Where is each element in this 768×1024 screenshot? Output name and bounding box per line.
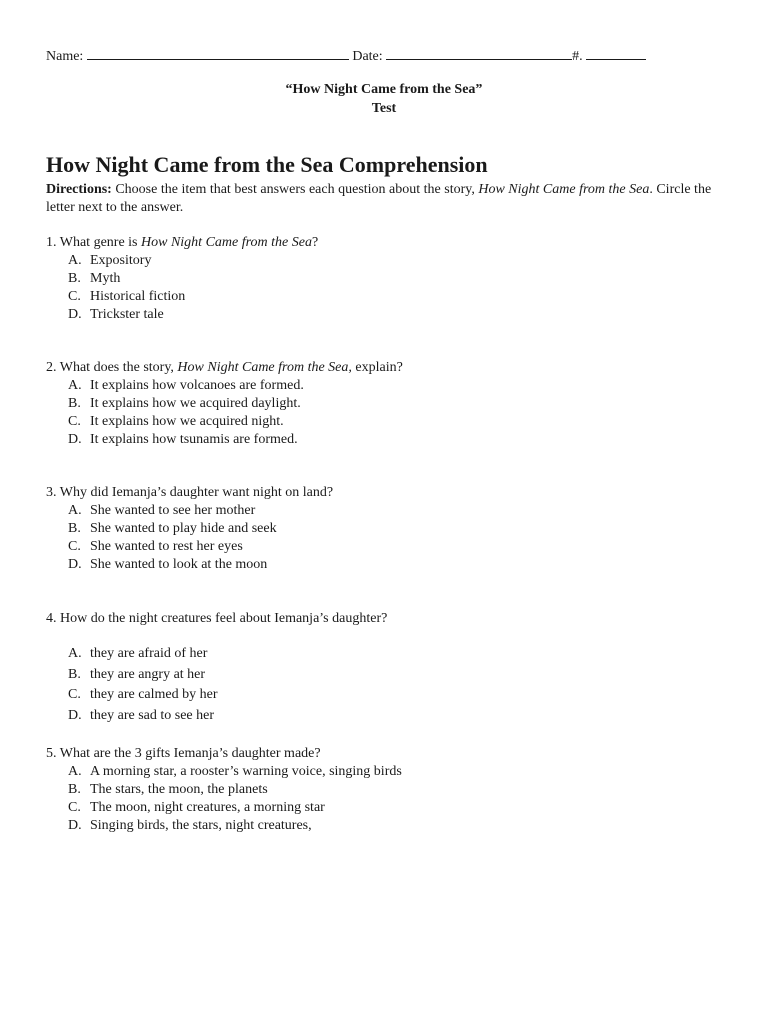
- option-letter[interactable]: A.: [68, 378, 82, 393]
- question-3: [46, 484, 333, 574]
- option-text: She wanted to rest her eyes: [90, 539, 243, 554]
- directions: [46, 181, 726, 217]
- answer-option-b[interactable]: [46, 520, 333, 538]
- option-letter[interactable]: B.: [68, 271, 81, 286]
- answer-option-c[interactable]: [46, 685, 387, 706]
- option-text: The stars, the moon, the planets: [90, 782, 268, 797]
- option-text: Trickster tale: [90, 307, 164, 322]
- header-fields: [46, 47, 646, 65]
- option-text: It explains how we acquired daylight.: [90, 396, 301, 411]
- number-blank[interactable]: [586, 47, 646, 60]
- option-letter[interactable]: D.: [68, 432, 82, 447]
- answer-option-c[interactable]: [46, 538, 333, 556]
- question-text: [46, 484, 333, 502]
- date-blank[interactable]: [386, 47, 572, 60]
- answer-options: [46, 377, 403, 449]
- question-prefix: 2. What does the story,: [46, 360, 178, 375]
- option-text: A morning star, a rooster’s warning voice, singing birds: [90, 764, 402, 779]
- page-title: How Night Came from the Sea Comprehension: [46, 152, 488, 177]
- option-letter[interactable]: B.: [68, 396, 81, 411]
- date-label: Date:: [352, 49, 383, 64]
- option-text: Expository: [90, 253, 152, 268]
- option-text: Myth: [90, 271, 121, 286]
- question-5: [46, 745, 402, 835]
- option-letter[interactable]: D.: [68, 557, 82, 572]
- answer-option-d[interactable]: [46, 306, 318, 324]
- option-letter[interactable]: A.: [68, 503, 82, 518]
- option-letter[interactable]: B.: [68, 666, 81, 682]
- option-text: they are sad to see her: [90, 707, 214, 723]
- number-label: #.: [572, 49, 583, 64]
- question-text: [46, 610, 387, 628]
- question-prefix: 4. How do the night creatures feel about Iemanja’s daughter?: [46, 611, 388, 626]
- answer-option-d[interactable]: [46, 817, 402, 835]
- option-text: She wanted to see her mother: [90, 503, 256, 518]
- directions-label: Directions:: [46, 182, 112, 197]
- answer-option-c[interactable]: [46, 288, 318, 306]
- answer-option-a[interactable]: [46, 252, 318, 270]
- answer-option-b[interactable]: [46, 781, 402, 799]
- question-prefix: 3. Why did Iemanja’s daughter want night on land?: [46, 485, 334, 500]
- option-text: She wanted to look at the moon: [90, 557, 268, 572]
- option-text: She wanted to play hide and seek: [90, 521, 277, 536]
- question-italic-title: How Night Came from the Sea,: [177, 360, 352, 375]
- answer-option-c[interactable]: [46, 799, 402, 817]
- name-blank[interactable]: [87, 47, 349, 60]
- question-text: [46, 745, 402, 763]
- directions-text-after: . Circle the letter next to the answer.: [46, 182, 712, 215]
- option-text: The moon, night creatures, a morning star: [90, 800, 325, 815]
- story-title-heading: “How Night Came from the Sea”: [285, 82, 483, 97]
- option-letter[interactable]: D.: [68, 818, 82, 833]
- option-letter[interactable]: C.: [68, 289, 81, 304]
- option-text: they are angry at her: [90, 666, 206, 682]
- option-letter[interactable]: C.: [68, 414, 81, 429]
- question-2: [46, 359, 403, 449]
- answer-option-b[interactable]: [46, 665, 387, 686]
- answer-option-a[interactable]: [46, 763, 402, 781]
- name-label: Name:: [46, 49, 84, 64]
- option-letter[interactable]: A.: [68, 764, 82, 779]
- answer-options: [46, 252, 318, 324]
- option-text: It explains how tsunamis are formed.: [90, 432, 298, 447]
- answer-option-b[interactable]: [46, 270, 318, 288]
- answer-options: [46, 644, 387, 726]
- option-letter[interactable]: B.: [68, 782, 81, 797]
- option-text: Singing birds, the stars, night creatures,: [90, 818, 312, 833]
- answer-option-d[interactable]: [46, 706, 387, 727]
- option-letter[interactable]: A.: [68, 646, 82, 661]
- answer-option-a[interactable]: [46, 644, 387, 665]
- option-letter[interactable]: D.: [68, 307, 82, 322]
- test-label: Test: [371, 101, 397, 116]
- question-prefix: 1. What genre is: [46, 235, 141, 250]
- option-letter[interactable]: C.: [68, 800, 81, 815]
- question-italic-title: How Night Came from the Sea: [141, 235, 312, 250]
- directions-story-title: How Night Came from the Sea: [478, 182, 650, 197]
- question-4: [46, 610, 387, 726]
- answer-option-d[interactable]: [46, 431, 403, 449]
- answer-option-d[interactable]: [46, 556, 333, 574]
- option-text: It explains how we acquired night.: [90, 414, 284, 429]
- answer-options: [46, 763, 402, 835]
- option-text: It explains how volcanoes are formed.: [90, 378, 304, 393]
- option-letter[interactable]: B.: [68, 521, 81, 536]
- option-text: they are calmed by her: [90, 687, 218, 702]
- option-text: Historical fiction: [90, 289, 186, 304]
- option-letter[interactable]: C.: [68, 687, 81, 702]
- option-letter[interactable]: A.: [68, 253, 82, 268]
- question-suffix: explain?: [351, 360, 403, 375]
- answer-option-a[interactable]: [46, 502, 333, 520]
- option-letter[interactable]: D.: [68, 707, 82, 723]
- option-text: they are afraid of her: [90, 646, 208, 661]
- question-text: [46, 359, 403, 377]
- answer-option-b[interactable]: [46, 395, 403, 413]
- answer-option-a[interactable]: [46, 377, 403, 395]
- answer-option-c[interactable]: [46, 413, 403, 431]
- option-letter[interactable]: C.: [68, 539, 81, 554]
- question-1: [46, 234, 318, 324]
- question-text: [46, 234, 318, 252]
- answer-options: [46, 502, 333, 574]
- question-suffix: ?: [311, 235, 319, 250]
- directions-text-before: Choose the item that best answers each question about the story,: [111, 182, 479, 197]
- question-prefix: 5. What are the 3 gifts Iemanja’s daughter made?: [46, 746, 321, 761]
